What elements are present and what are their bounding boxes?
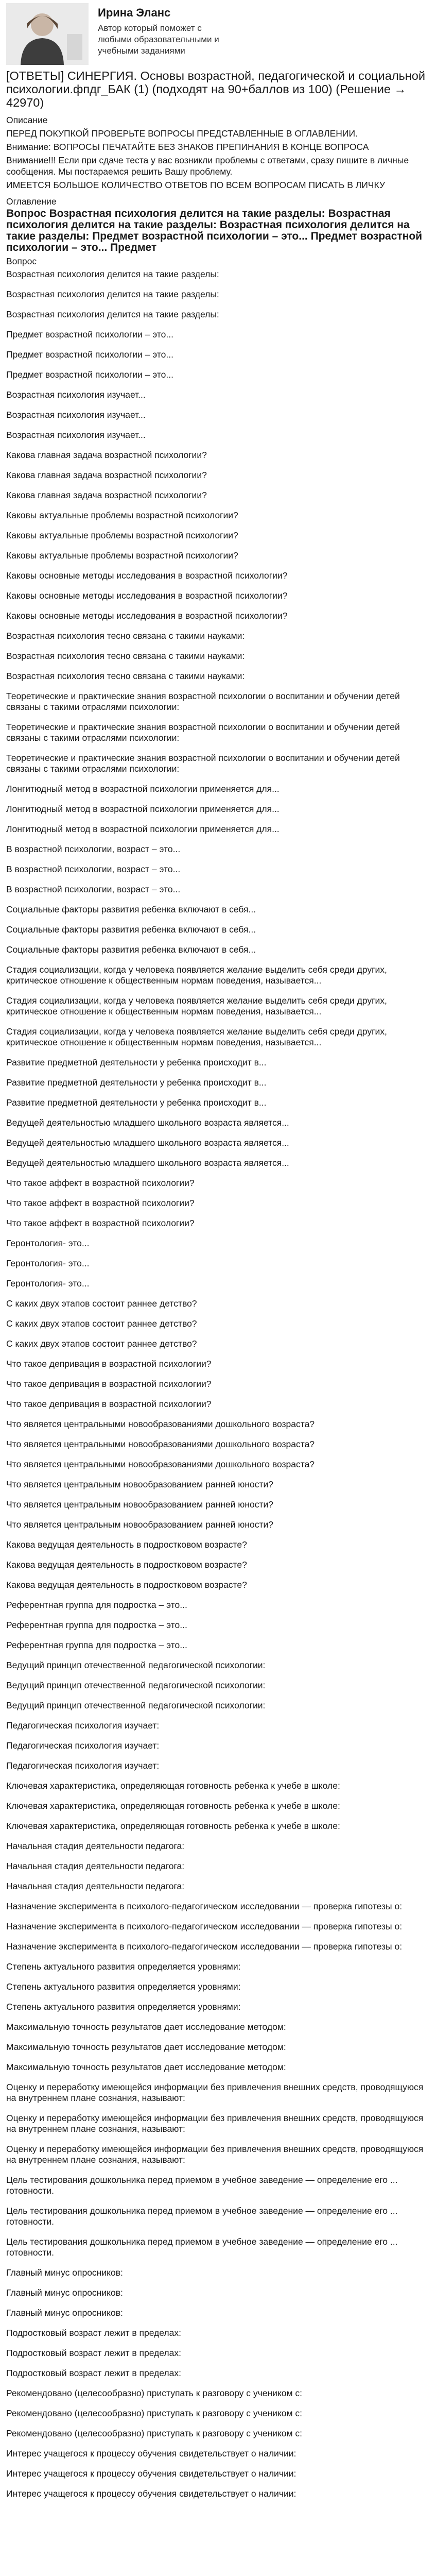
question-item: Социальные факторы развития ребенка включают в себя... [6,924,256,935]
question-item: Рекомендовано (целесообразно) приступать к разговору с учеником с: [6,2428,303,2438]
question-item: Теоретические и практические знания возрастной психологии о воспитании и обучении детей связаны с такими отраслями психологии: [6,753,400,774]
question-item: Какова ведущая деятельность в подростковом возрасте? [6,1560,247,1570]
question-item: В возрастной психологии, возраст – это... [6,864,181,874]
question-item: Ключевая характеристика, определяющая готовность ребенка к учебе в школе: [6,1801,340,1811]
question-item: Назначение эксперимента в психолого-педагогическом исследовании — проверка гипотезы о: [6,1921,403,1931]
question-item: Предмет возрастной психологии – это... [6,329,173,340]
question-item: Геронтология- это... [6,1278,90,1289]
question-item: Что является центральными новообразованиями дошкольного возраста? [6,1459,315,1469]
question-item: Развитие предметной деятельности у ребенка происходит в... [6,1077,267,1088]
question-item: С каких двух этапов состоит раннее детство? [6,1338,197,1349]
question-item: Подростковый возраст лежит в пределах: [6,2328,181,2338]
question-item: Рекомендовано (целесообразно) приступать к разговору с учеником с: [6,2408,303,2418]
question-item: Какова главная задача возрастной психологии? [6,470,207,480]
question-item: Референтная группа для подростка – это... [6,1620,187,1630]
question-item: Возрастная психология тесно связана с такими науками: [6,651,245,661]
question-item: Что такое аффект в возрастной психологии? [6,1218,195,1228]
question-item: Ведущей деятельностью младшего школьного возраста является... [6,1158,289,1168]
document-title: [ОТВЕТЫ] СИНЕРГИЯ. Основы возрастной, педагогической и социальной психологии.фпдг_БАК (1) (подходят на 90+баллов из 100) (Решение → 42970) [6,69,425,109]
question-item: Возрастная психология тесно связана с такими науками: [6,671,245,681]
description-line: Внимание!!! Если при сдаче теста у вас возникли проблемы с ответами, сразу пишите в личные сообщения. Мы постараемся решить Вашу проблему. [6,155,409,177]
question-label: Вопрос [6,256,37,266]
description-label: Описание [6,115,48,125]
question-item: Ведущей деятельностью младшего школьного возраста является... [6,1138,289,1148]
description-line: Внимание: ВОПРОСЫ ПЕЧАТАЙТЕ БЕЗ ЗНАКОВ ПРЕПИНАНИЯ В КОНЦЕ ВОПРОСА [6,142,369,152]
question-item: Геронтология- это... [6,1238,90,1248]
author-name[interactable]: Ирина Эланс [98,6,171,19]
question-item: Предмет возрастной психологии – это... [6,349,173,360]
author-avatar[interactable] [6,3,89,65]
question-item: Оценку и переработку имеющейся информации без привлечения внешних средств, проводящуюся на внутреннем плане сознания, называют: [6,2144,424,2165]
question-item: Педагогическая психология изучает: [6,1720,160,1731]
question-item: Начальная стадия деятельности педагога: [6,1841,185,1851]
question-item: Лонгитюдный метод в возрастной психологии применяется для... [6,804,280,814]
question-item: Максимальную точность результатов дает исследование методом: [6,2042,286,2052]
question-item: Лонгитюдный метод в возрастной психологии применяется для... [6,784,280,794]
question-item: Теоретические и практические знания возрастной психологии о воспитании и обучении детей связаны с такими отраслями психологии: [6,691,400,712]
question-item: Цель тестирования дошкольника перед приемом в учебное заведение — определение его ... готовности. [6,2236,398,2258]
question-item: Что такое депривация в возрастной психологии? [6,1379,212,1389]
question-item: Лонгитюдный метод в возрастной психологии применяется для... [6,824,280,834]
question-item: С каких двух этапов состоит раннее детство? [6,1318,197,1329]
question-item: Стадия социализации, когда у человека появляется желание выделить себя среди других, критическое отношение к общественным нормам поведения, называется... [6,964,387,986]
question-item: Каковы актуальные проблемы возрастной психологии? [6,510,238,520]
question-list [6,269,430,2504]
question-item: Стадия социализации, когда у человека появляется желание выделить себя среди других, критическое отношение к общественным нормам поведения, называется... [6,995,387,1016]
author-description: Автор который поможет с любыми образовательными и учебными заданиями [98,23,219,56]
question-item: Предмет возрастной психологии – это... [6,369,173,380]
question-item: Референтная группа для подростка – это... [6,1600,187,1610]
question-item: Назначение эксперимента в психолого-педагогическом исследовании — проверка гипотезы о: [6,1941,403,1952]
question-item: Развитие предметной деятельности у ребенка происходит в... [6,1097,267,1108]
question-item: Референтная группа для подростка – это... [6,1640,187,1650]
question-item: Что такое аффект в возрастной психологии? [6,1178,195,1188]
question-item: Степень актуального развития определяется уровнями: [6,1981,241,1992]
question-item: Что является центральным новообразованием ранней юности? [6,1479,274,1489]
question-item: Интерес учащегося к процессу обучения свидетельствует о наличии: [6,2448,297,2459]
question-item: Педагогическая психология изучает: [6,1740,160,1751]
question-item: Каковы основные методы исследования в возрастной психологии? [6,590,288,601]
question-item: Каковы актуальные проблемы возрастной психологии? [6,550,238,561]
question-item: Что является центральными новообразованиями дошкольного возраста? [6,1439,315,1449]
question-item: Возрастная психология изучает... [6,430,146,440]
question-item: Ведущей деятельностью младшего школьного возраста является... [6,1117,289,1128]
question-item: Какова ведущая деятельность в подростковом возрасте? [6,1580,247,1590]
question-item: Подростковый возраст лежит в пределах: [6,2348,181,2358]
question-item: Максимальную точность результатов дает исследование методом: [6,2022,286,2032]
question-item: Рекомендовано (целесообразно) приступать к разговору с учеником с: [6,2388,303,2398]
question-item: Главный минус опросников: [6,2308,123,2318]
question-item: Что является центральным новообразованием ранней юности? [6,1519,274,1530]
question-item: Подростковый возраст лежит в пределах: [6,2368,181,2378]
description-block [6,128,430,191]
question-item: Ведущий принцип отечественной педагогической психологии: [6,1680,266,1690]
question-item: Начальная стадия деятельности педагога: [6,1861,185,1871]
question-item: Ведущий принцип отечественной педагогической психологии: [6,1660,266,1670]
question-item: Цель тестирования дошкольника перед приемом в учебное заведение — определение его ... готовности. [6,2175,398,2196]
question-item: Какова главная задача возрастной психологии? [6,490,207,500]
question-item: Развитие предметной деятельности у ребенка происходит в... [6,1057,267,1067]
question-item: Каковы основные методы исследования в возрастной психологии? [6,570,288,581]
question-item: Возрастная психология изучает... [6,410,146,420]
question-item: Ведущий принцип отечественной педагогической психологии: [6,1700,266,1710]
question-item: Стадия социализации, когда у человека появляется желание выделить себя среди других, критическое отношение к общественным нормам поведения, называется... [6,1026,387,1047]
question-item: Степень актуального развития определяется уровнями: [6,1961,241,1972]
question-item: Что является центральным новообразованием ранней юности? [6,1499,274,1510]
question-item: Каковы основные методы исследования в возрастной психологии? [6,611,288,621]
question-item: Теоретические и практические знания возрастной психологии о воспитании и обучении детей связаны с такими отраслями психологии: [6,722,400,743]
question-item: Какова главная задача возрастной психологии? [6,450,207,460]
description-line: ИМЕЕТСЯ БОЛЬШОЕ КОЛИЧЕСТВО ОТВЕТОВ ПО ВСЕМ ВОПРОСАМ ПИСАТЬ В ЛИЧКУ [6,180,385,190]
question-item: Оценку и переработку имеющейся информации без привлечения внешних средств, проводящуюся на внутреннем плане сознания, называют: [6,2113,424,2134]
question-item: Геронтология- это... [6,1258,90,1268]
question-item: Что такое аффект в возрастной психологии? [6,1198,195,1208]
question-item: Социальные факторы развития ребенка включают в себя... [6,944,256,955]
question-item: Интерес учащегося к процессу обучения свидетельствует о наличии: [6,2468,297,2479]
description-line: ПЕРЕД ПОКУПКОЙ ПРОВЕРЬТЕ ВОПРОСЫ ПРЕДСТАВЛЕННЫЕ В ОГЛАВЛЕНИИ. [6,128,358,139]
question-item: С каких двух этапов состоит раннее детство? [6,1298,197,1309]
question-item: Ключевая характеристика, определяющая готовность ребенка к учебе в школе: [6,1781,340,1791]
author-info [98,3,232,57]
question-item: Главный минус опросников: [6,2287,123,2298]
question-item: Педагогическая психология изучает: [6,1760,160,1771]
question-item: Какова ведущая деятельность в подростковом возрасте? [6,1539,247,1550]
question-item: Цель тестирования дошкольника перед приемом в учебное заведение — определение его ... готовности. [6,2206,398,2227]
question-item: Возрастная психология делится на такие разделы: [6,269,219,279]
question-item: Возрастная психология делится на такие разделы: [6,289,219,299]
question-item: Возрастная психология тесно связана с такими науками: [6,631,245,641]
toc-label: Оглавление [6,196,57,207]
question-item: Возрастная психология изучает... [6,389,146,400]
question-item: Назначение эксперимента в психолого-педагогическом исследовании — проверка гипотезы о: [6,1901,403,1911]
question-item: Интерес учащегося к процессу обучения свидетельствует о наличии: [6,2488,297,2499]
question-item: Максимальную точность результатов дает исследование методом: [6,2062,286,2072]
question-item: Что является центральными новообразованиями дошкольного возраста? [6,1419,315,1429]
question-item: Каковы актуальные проблемы возрастной психологии? [6,530,238,540]
question-item: Возрастная психология делится на такие разделы: [6,309,219,319]
question-item: Оценку и переработку имеющейся информации без привлечения внешних средств, проводящуюся на внутреннем плане сознания, называют: [6,2082,424,2103]
toc-heading: Вопрос Возрастная психология делится на такие разделы: Возрастная психология делится на такие разделы: Возрастная психология делится на такие разделы: Предмет возрастной психологии – это... Предмет возрастной психологии – это... Предмет [6,208,423,253]
question-item: В возрастной психологии, возраст – это... [6,884,181,894]
question-item: Степень актуального развития определяется уровнями: [6,2002,241,2012]
question-item: Главный минус опросников: [6,2267,123,2278]
question-item: Что такое депривация в возрастной психологии? [6,1359,212,1369]
question-item: В возрастной психологии, возраст – это... [6,844,181,854]
question-item: Социальные факторы развития ребенка включают в себя... [6,904,256,914]
question-item: Что такое депривация в возрастной психологии? [6,1399,212,1409]
author-header [6,0,430,68]
question-item: Начальная стадия деятельности педагога: [6,1881,185,1891]
question-item: Ключевая характеристика, определяющая готовность ребенка к учебе в школе: [6,1821,340,1831]
